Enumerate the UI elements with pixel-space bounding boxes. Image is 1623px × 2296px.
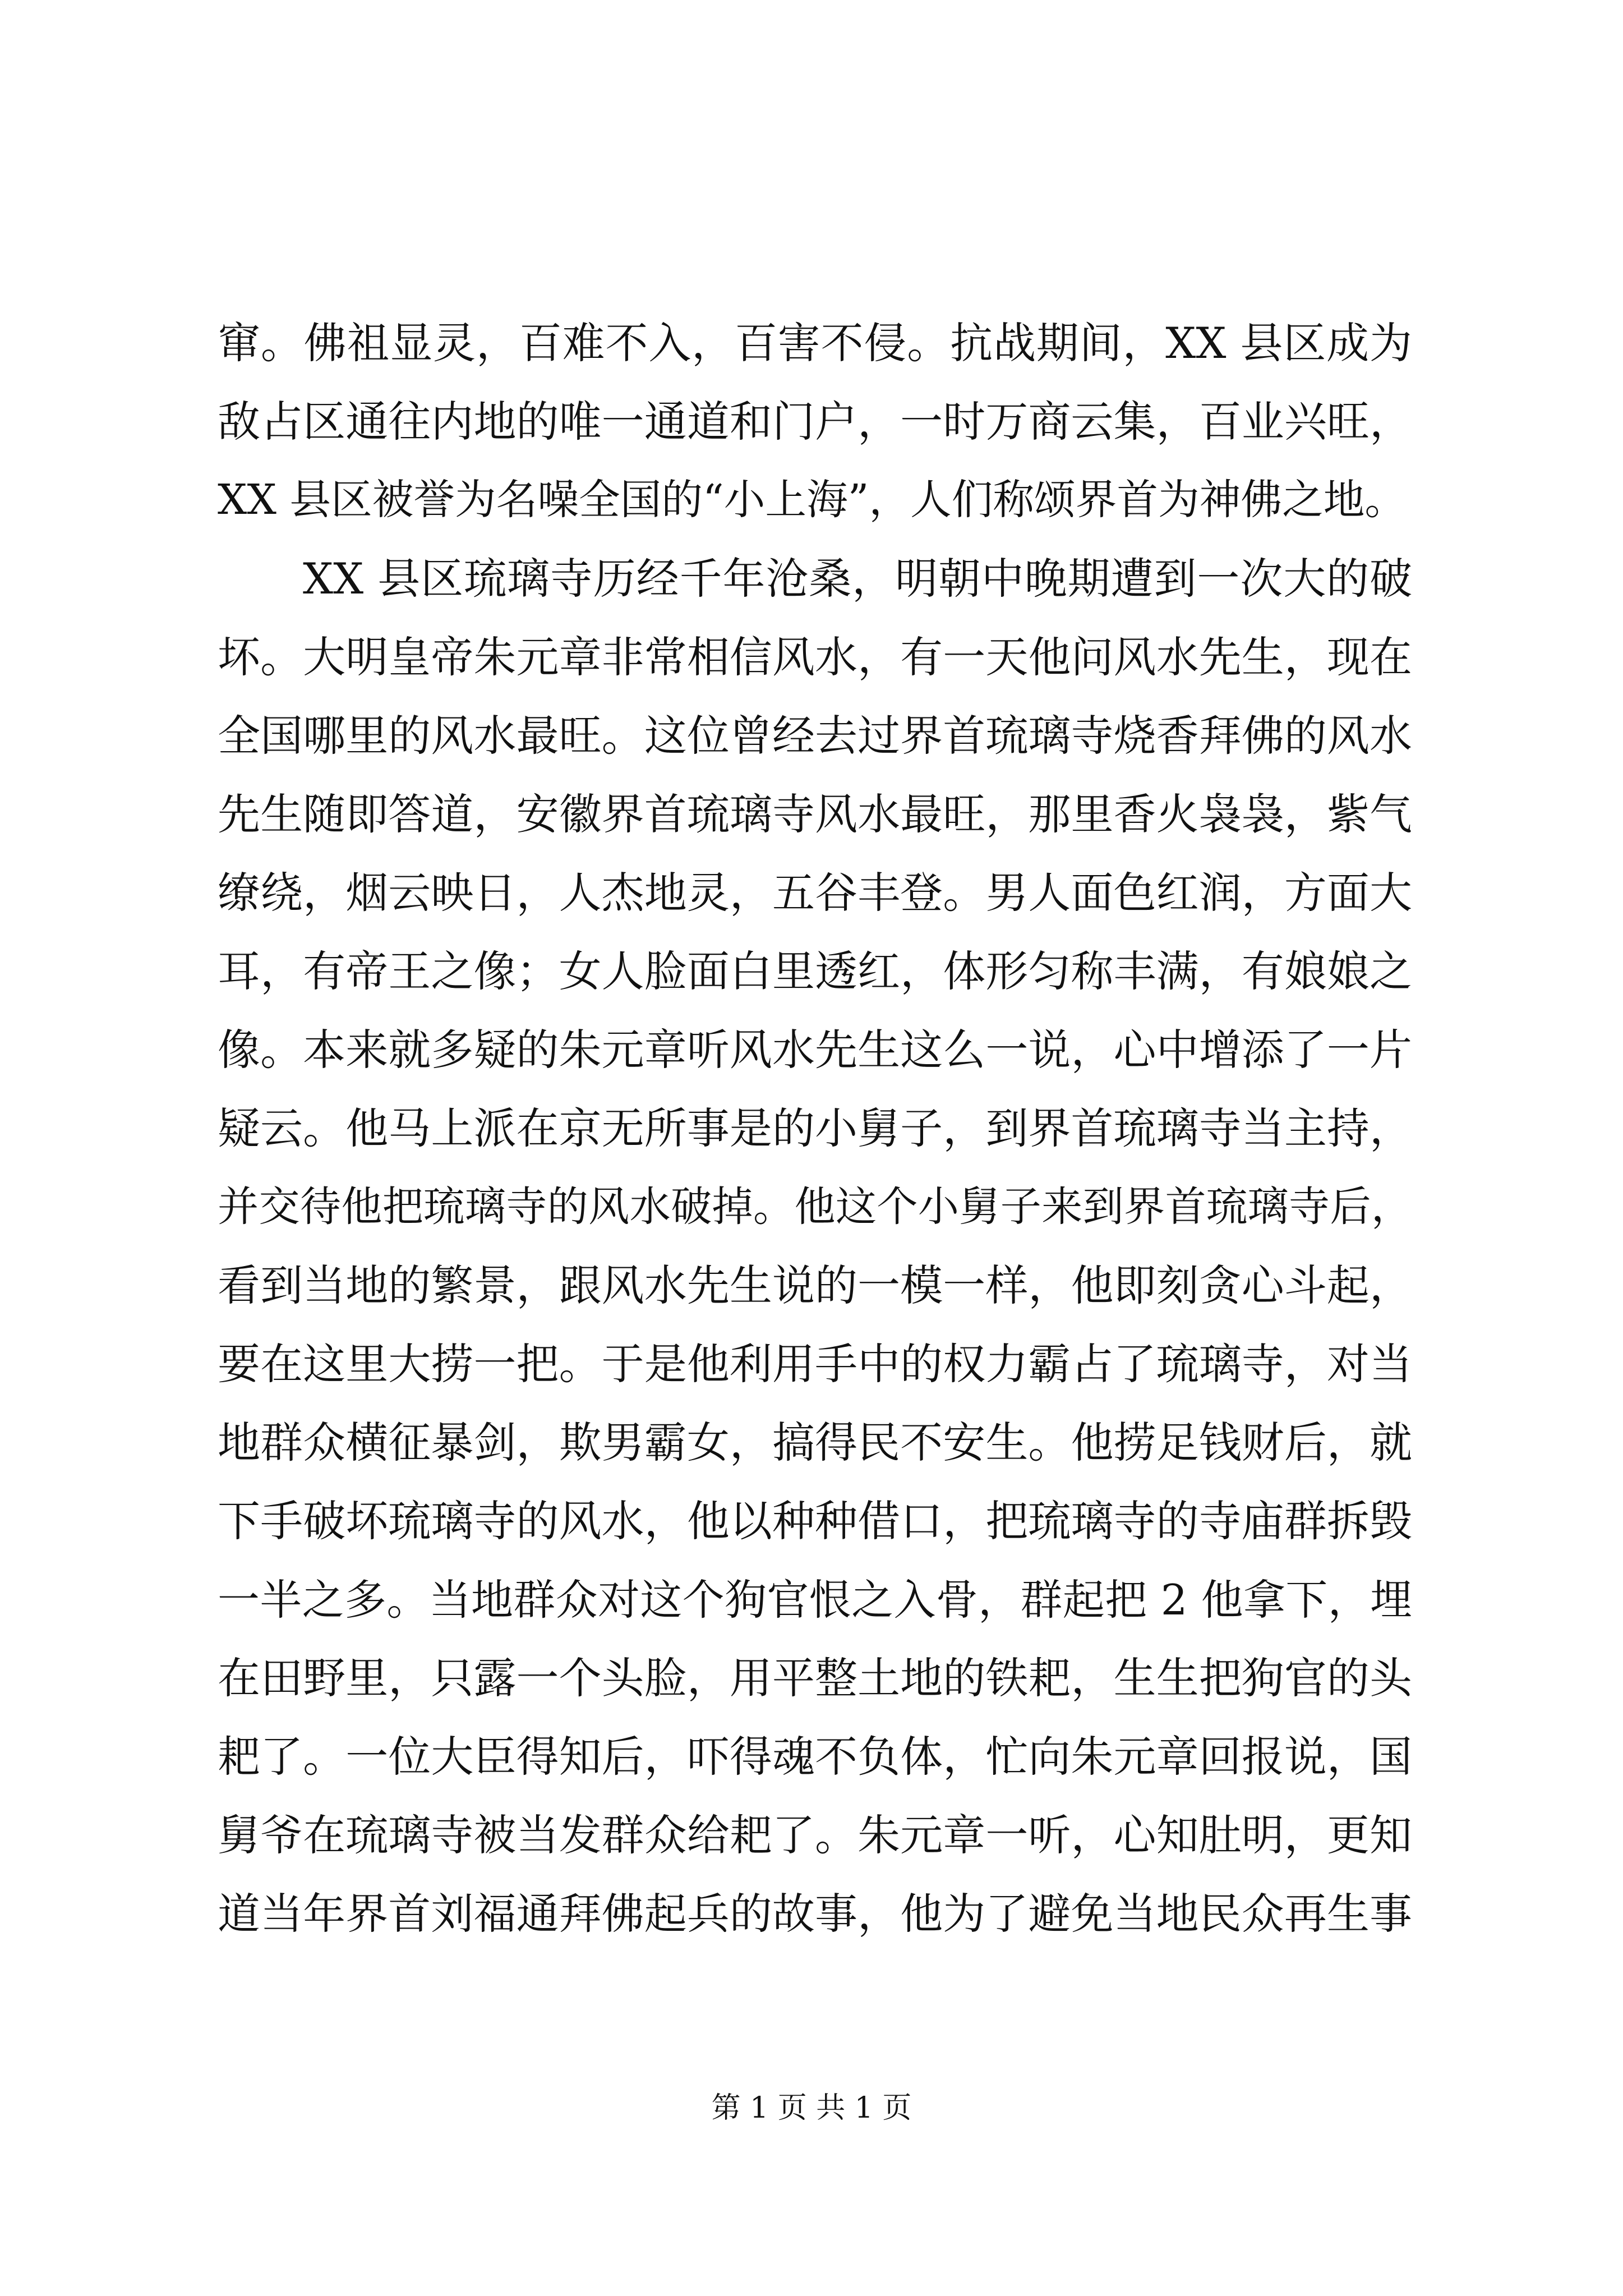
page-number: 第 1 页 共 1 页 bbox=[711, 2091, 912, 2125]
text-line: 耙了。一位大臣得知后，吓得魂不负体，忙向朱元章回报说，国 bbox=[218, 1732, 1412, 1782]
text-line: 下手破坏琉璃寺的风水，他以种种借口，把琉璃寺的寺庙群拆毁 bbox=[218, 1496, 1412, 1546]
text-line: 地群众横征暴剑，欺男霸女，搞得民不安生。他捞足钱财后，就 bbox=[218, 1418, 1412, 1467]
text-line: 敌占区通往内地的唯一通道和门户，一时万商云集，百业兴旺， bbox=[218, 397, 1412, 447]
text-line: 疑云。他马上派在京无所事是的小舅子，到界首琉璃寺当主持， bbox=[218, 1103, 1412, 1153]
text-line: 在田野里，只露一个头脸，用平整土地的铁耙，生生把狗官的头 bbox=[218, 1653, 1412, 1703]
text-line: 先生随即答道，安徽界首琉璃寺风水最旺，那里香火袅袅，紫气 bbox=[218, 789, 1412, 839]
page-footer bbox=[0, 2086, 1623, 2131]
text-line: 坏。大明皇帝朱元章非常相信风水，有一天他问风水先生，现在 bbox=[218, 632, 1412, 682]
text-line: 要在这里大捞一把。于是他利用手中的权力霸占了琉璃寺，对当 bbox=[218, 1339, 1412, 1389]
text-line: 像。本来就多疑的朱元章听风水先生这么一说，心中增添了一片 bbox=[218, 1025, 1412, 1075]
text-line: 看到当地的繁景，跟风水先生说的一模一样，他即刻贪心斗起， bbox=[218, 1260, 1412, 1310]
text-line: 窜。佛祖显灵，百难不入，百害不侵。抗战期间，XX 县区成为 bbox=[218, 318, 1412, 368]
text-line: 耳，有帝王之像；女人脸面白里透红，体形匀称丰满，有娘娘之 bbox=[218, 946, 1412, 996]
text-line: 道当年界首刘福通拜佛起兵的故事，他为了避免当地民众再生事 bbox=[218, 1889, 1412, 1939]
text-line: XX 县区被誉为名噪全国的“小上海”，人们称颂界首为神佛之地。 bbox=[218, 476, 1407, 524]
text-line: XX 县区琉璃寺历经千年沧桑，明朝中晚期遭到一次大的破 bbox=[303, 554, 1412, 604]
text-line: 缭绕，烟云映日，人杰地灵，五谷丰登。男人面色红润，方面大 bbox=[218, 868, 1412, 918]
text-line: 并交待他把琉璃寺的风水破掉。他这个小舅子来到界首琉璃寺后， bbox=[218, 1183, 1412, 1231]
text-line: 一半之多。当地群众对这个狗官恨之入骨，群起把 2 他拿下，埋 bbox=[218, 1575, 1412, 1625]
text-line: 全国哪里的风水最旺。这位曾经去过界首琉璃寺烧香拜佛的风水 bbox=[218, 711, 1412, 761]
body-text bbox=[218, 304, 1412, 1953]
text-line: 舅爷在琉璃寺被当发群众给耙了。朱元章一听，心知肚明，更知 bbox=[218, 1810, 1412, 1860]
